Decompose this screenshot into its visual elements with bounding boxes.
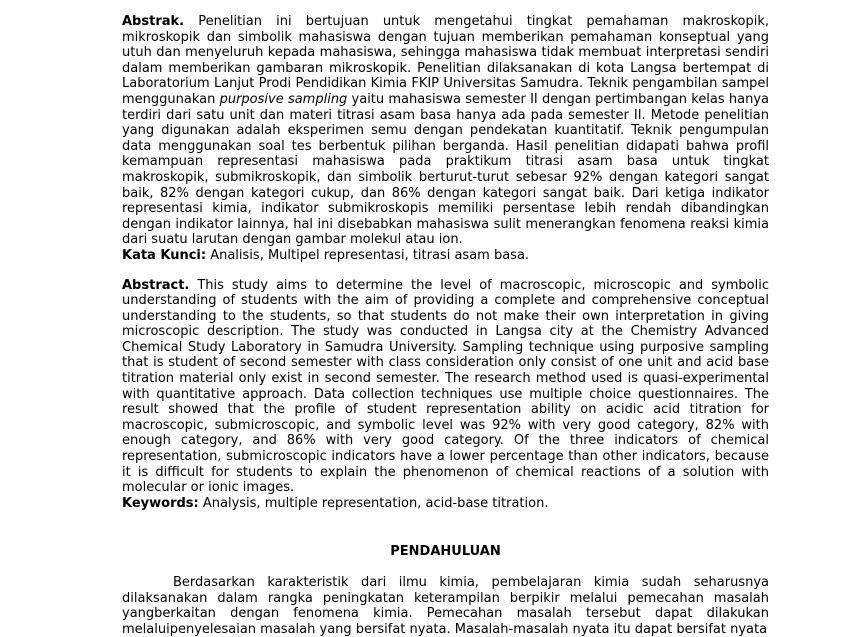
keywords-text: Analysis, multiple representation, acid-base titration. bbox=[198, 495, 549, 511]
abstract-paragraph bbox=[122, 278, 769, 496]
kata-kunci-label: Kata Kunci: bbox=[122, 247, 207, 263]
abstrak-text-part2: yaitu mahasiswa semester II dengan pertimbangan kelas hanya terdiri dari satu unit dan materi titrasi asam basa hanya ada pada semester II. Metode penelitian yang digunakan adalah eksperimen semu dengan pendekatan kuantitatif. Teknik pengumpulan data menggunakan soal tes berbentuk pilihan berganda. Hasil penelitian didapati bahwa profil kemampuan representasi mahasiswa pada praktikum titrasi asam basa untuk tingkat makroskopik, submikroskopik, dan simbolik berturut-turut sebesar 92% dengan kategori sangat baik, 82% dengan kategori cukup, dan 86% dengan kategori sangat baik. Dari ketiga indikator representasi kimia, indikator submikroskopis memiliki persentase lebih rendah dibandingkan dengan indikator lainnya, hal ini disebabkan mahasiswa sulit menerangkan fenomena reaksi kimia dari suatu larutan dengan gambar molekul atau ion. bbox=[122, 91, 769, 248]
abstract-label: Abstract. bbox=[122, 277, 190, 293]
intro-paragraph: Berdasarkan karakteristik dari ilmu kimia, pembelajaran kimia sudah seharusnya dilaksanakan dalam rangka peningkatan keterampilan berpikir melalui pemecahan masalah yangberkaitan dengan fenomena kimia. Pemecahan masalah tersebut dapat dilakukan melaluipenyelesaian masalah yang bersifat nyata. Masalah-masalah nyata itu dapat bersifat nyata bbox=[122, 575, 769, 637]
kata-kunci-line bbox=[122, 248, 769, 264]
keywords-line bbox=[122, 496, 769, 512]
abstrak-text-part1: Penelitian ini bertujuan untuk mengetahui tingkat pemahaman makroskopik, mikroskopik dan simbolik mahasiswa dengan tujuan memberikan pemahaman konseptual yang utuh dan menyeluruh kepada mahasiswa, sehingga mahasiswa tidak membuat interpretasi sendiri dalam memberikan gambaran mikroskopik. Penelitian dilaksanakan di kota Langsa bertempat di Laboratorium Lanjut Prodi Pendidikan Kimia FKIP Universitas Samudra. Teknik pengambilan sampel menggunakan bbox=[122, 14, 769, 107]
keywords-label: Keywords: bbox=[122, 495, 199, 511]
abstract-text: This study aims to determine the level of macroscopic, microscopic and symbolic understanding of students with the aim of providing a complete and comprehensive conceptual understanding to the students, so that students do not make their own interpretation in giving microscopic description. The study was conducted in Langsa city at the Chemistry Advanced Chemical Study Laboratory in Samudra University. Sampling technique using purposive sampling that is student of second semester with class consideration only consist of one unit and acid base titration material only exist in second semester. The research method used is quasi-experimental with quantitative approach. Data collection techniques use multiple choice questionnaires. The result showed that the profile of student representation ability on acidic acid titration for macroscopic, submicroscopic, and symbolic level was 92% with very good category, 82% with enough category, and 86% with very good category. Of the three indicators of chemical representation, submicroscopic indicators have a lower percentage than other indicators, because it is difficult for students to explain the phenomenon of chemical reactions of a solution with molecular or ionic images. bbox=[122, 277, 769, 496]
abstrak-label: Abstrak. bbox=[122, 14, 185, 29]
kata-kunci-text: Analisis, Multipel representasi, titrasi asam basa. bbox=[206, 247, 530, 263]
section-heading: PENDAHULUAN bbox=[390, 544, 501, 559]
abstrak-paragraph bbox=[122, 14, 769, 248]
abstrak-italic-term: purposive sampling bbox=[219, 91, 348, 107]
paper-page bbox=[122, 14, 769, 637]
spacer bbox=[122, 264, 769, 278]
